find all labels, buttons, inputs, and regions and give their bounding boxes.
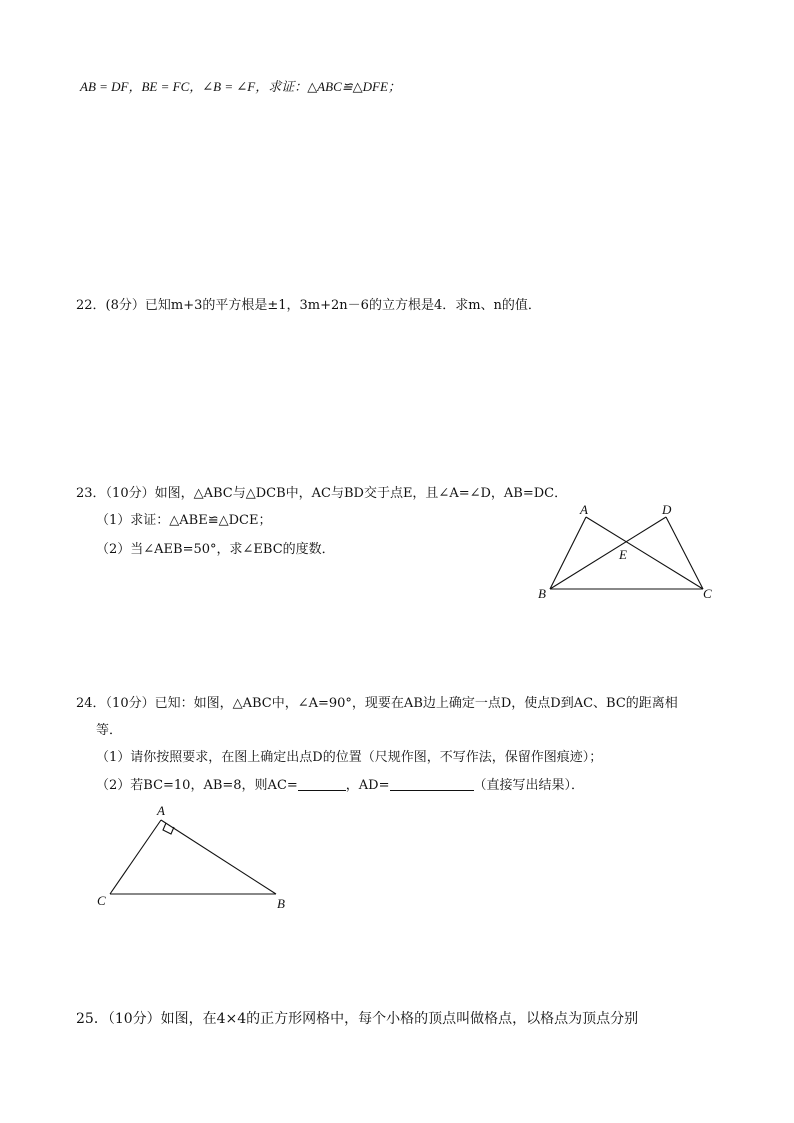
- q24-part2-a: （2）若BC=10，AB=8，则AC=: [96, 778, 298, 793]
- q21-condition-line: AB = DF，BE = FC，∠B = ∠F，求证：△ABC≌△DFE；: [80, 79, 401, 94]
- q23-label-e: E: [619, 547, 627, 562]
- q22-text: 22．(8分）已知m+3的平方根是±1，3m+2n－6的立方根是4．求m、n的值．: [76, 298, 541, 313]
- q24-label-a: A: [157, 803, 165, 818]
- q24-stem-line2: 等．: [96, 723, 123, 738]
- q24-label-b: B: [277, 896, 285, 911]
- q23-label-c: C: [703, 586, 712, 601]
- q25-text: 25．（10分）如图，在4×4的正方形网格中，每个小格的顶点叫做格点，以格点为顶点分别: [76, 1011, 639, 1027]
- q23-label-b: B: [538, 586, 546, 601]
- q23-stem: 23．（10分）如图，△ABC与△DCB中，AC与BD交于点E，且∠A=∠D，AB=DC．: [76, 486, 568, 501]
- q24-stem-line1: 24．（10分）已知：如图，△ABC中，∠A=90°，现要在AB边上确定一点D，使点D到AC、BC的距离相: [76, 696, 678, 711]
- q23-part1: （1）求证：△ABE≌△DCE；: [96, 513, 272, 528]
- q24-label-c: C: [97, 893, 106, 908]
- q23-label-d: D: [662, 502, 672, 517]
- q23-part2: （2）当∠AEB=50°，求∠EBC的度数．: [96, 542, 335, 557]
- q23-label-a: A: [580, 502, 588, 517]
- q24-part1: （1）请你按照要求，在图上确定出点D的位置（尺规作图，不写作法，保留作图痕迹）；: [96, 750, 603, 765]
- q24-part2-b: ，AD=: [345, 778, 390, 793]
- q24-part2-c: （直接写出结果）．: [473, 778, 585, 793]
